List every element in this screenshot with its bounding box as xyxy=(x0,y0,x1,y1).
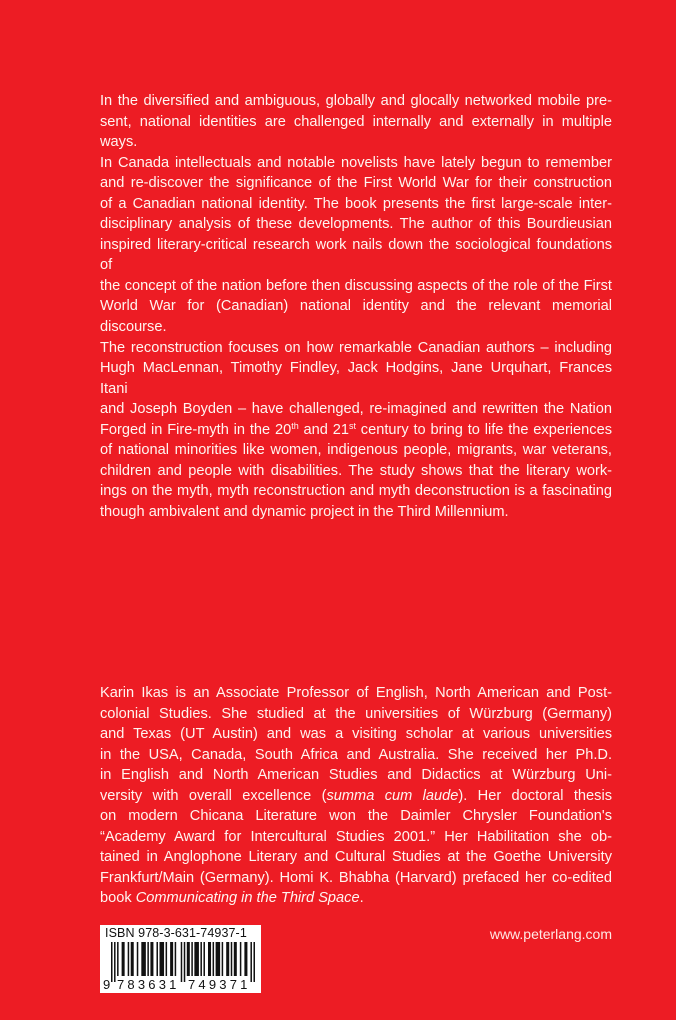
abstract-line: though ambivalent and dynamic project in the Third Millennium. xyxy=(100,503,509,520)
abstract-text xyxy=(100,91,612,522)
author-bio xyxy=(100,683,612,909)
superscript-th: th xyxy=(291,420,299,431)
abstract-line: the concept of the nation before then discussing aspects of the role of the First xyxy=(100,277,612,294)
bio-line-text: book xyxy=(100,890,136,907)
superscript-st: st xyxy=(348,420,356,431)
abstract-line-text: century to bring to life the experiences xyxy=(355,421,612,438)
abstract-line: and re-discover the significance of the First World War for their construction xyxy=(100,175,612,192)
bio-line: “Academy Award for Intercultural Studies 2001.” Her Habilitation she ob- xyxy=(100,828,612,845)
bio-line: on modern Chicana Literature won the Daimler Chrysler Foundation's xyxy=(100,808,612,825)
abstract-line-text: Forged in Fire-myth in the 20 xyxy=(100,421,292,438)
bio-line-text: versity with overall excellence ( xyxy=(100,787,327,804)
bio-line xyxy=(100,786,612,807)
bio-line: tained in Anglophone Literary and Cultural Studies at the Goethe University xyxy=(100,849,612,866)
barcode-icon xyxy=(111,942,255,982)
bio-line: colonial Studies. She studied at the universities of Würzburg (Germany) xyxy=(100,705,612,722)
abstract-line: inspired literary-critical research work nails down the sociological foundations of xyxy=(100,236,612,274)
abstract-line: sent, national identities are challenged internally and externally in multiple ways. xyxy=(100,113,612,151)
bio-line-text: . xyxy=(359,890,364,907)
isbn-barcode xyxy=(100,925,261,993)
bio-line: Karin Ikas is an Associate Professor of English, North American and Post- xyxy=(100,685,612,701)
abstract-line: Hugh MacLennan, Timothy Findley, Jack Hodgins, Jane Urquhart, Frances Itani xyxy=(100,360,612,397)
abstract-line: and Joseph Boyden – have challenged, re-imagined and rewritten the Nation xyxy=(100,401,612,418)
bio-line: Frankfurt/Main (Germany). Homi K. Bhabha (Harvard) prefaced her co-edited xyxy=(100,869,612,886)
abstract-line: disciplinary analysis of these developments. The author of this Bourdieusian xyxy=(100,216,612,233)
latin-phrase: summa cum laude xyxy=(326,787,459,804)
isbn-label: ISBN 978-3-631-74937-1 xyxy=(105,926,247,940)
barcode-digits-right: 749371 xyxy=(188,977,251,992)
publisher-website: www.peterlang.com xyxy=(489,926,612,942)
abstract-line: In the diversified and ambiguous, globally and glocally networked mobile pre- xyxy=(100,93,612,109)
bio-line: in the USA, Canada, South Africa and Australia. She received her Ph.D. xyxy=(100,746,612,763)
book-title: Communicating in the Third Space xyxy=(135,890,360,907)
abstract-line: The reconstruction focuses on how remarkable Canadian authors – including xyxy=(100,339,612,356)
abstract-line-text: and 21 xyxy=(298,421,349,438)
abstract-line: In Canada intellectuals and notable novelists have lately begun to remember xyxy=(100,154,612,171)
abstract-line: World War for (Canadian) national identity and the relevant memorial discourse. xyxy=(100,298,612,336)
abstract-line xyxy=(100,420,612,441)
bio-line-text: ). Her doctoral thesis xyxy=(458,787,612,804)
abstract-line: ings on the myth, myth reconstruction and myth deconstruction is a fascinating xyxy=(100,483,612,500)
barcode-digit-first: 9 xyxy=(103,977,114,992)
bio-line: and Texas (UT Austin) and was a visiting scholar at various universities xyxy=(100,726,612,743)
abstract-line: children and people with disabilities. The study shows that the literary work- xyxy=(100,462,612,479)
barcode-digits-left: 783631 xyxy=(117,977,180,992)
bio-line xyxy=(100,888,612,909)
abstract-line: of a Canadian national identity. The book presents the first large-scale inter- xyxy=(100,195,612,212)
bio-line: in English and North American Studies and Didactics at Würzburg Uni- xyxy=(100,767,612,784)
abstract-line: of national minorities like women, indigenous people, migrants, war veterans, xyxy=(100,442,612,459)
